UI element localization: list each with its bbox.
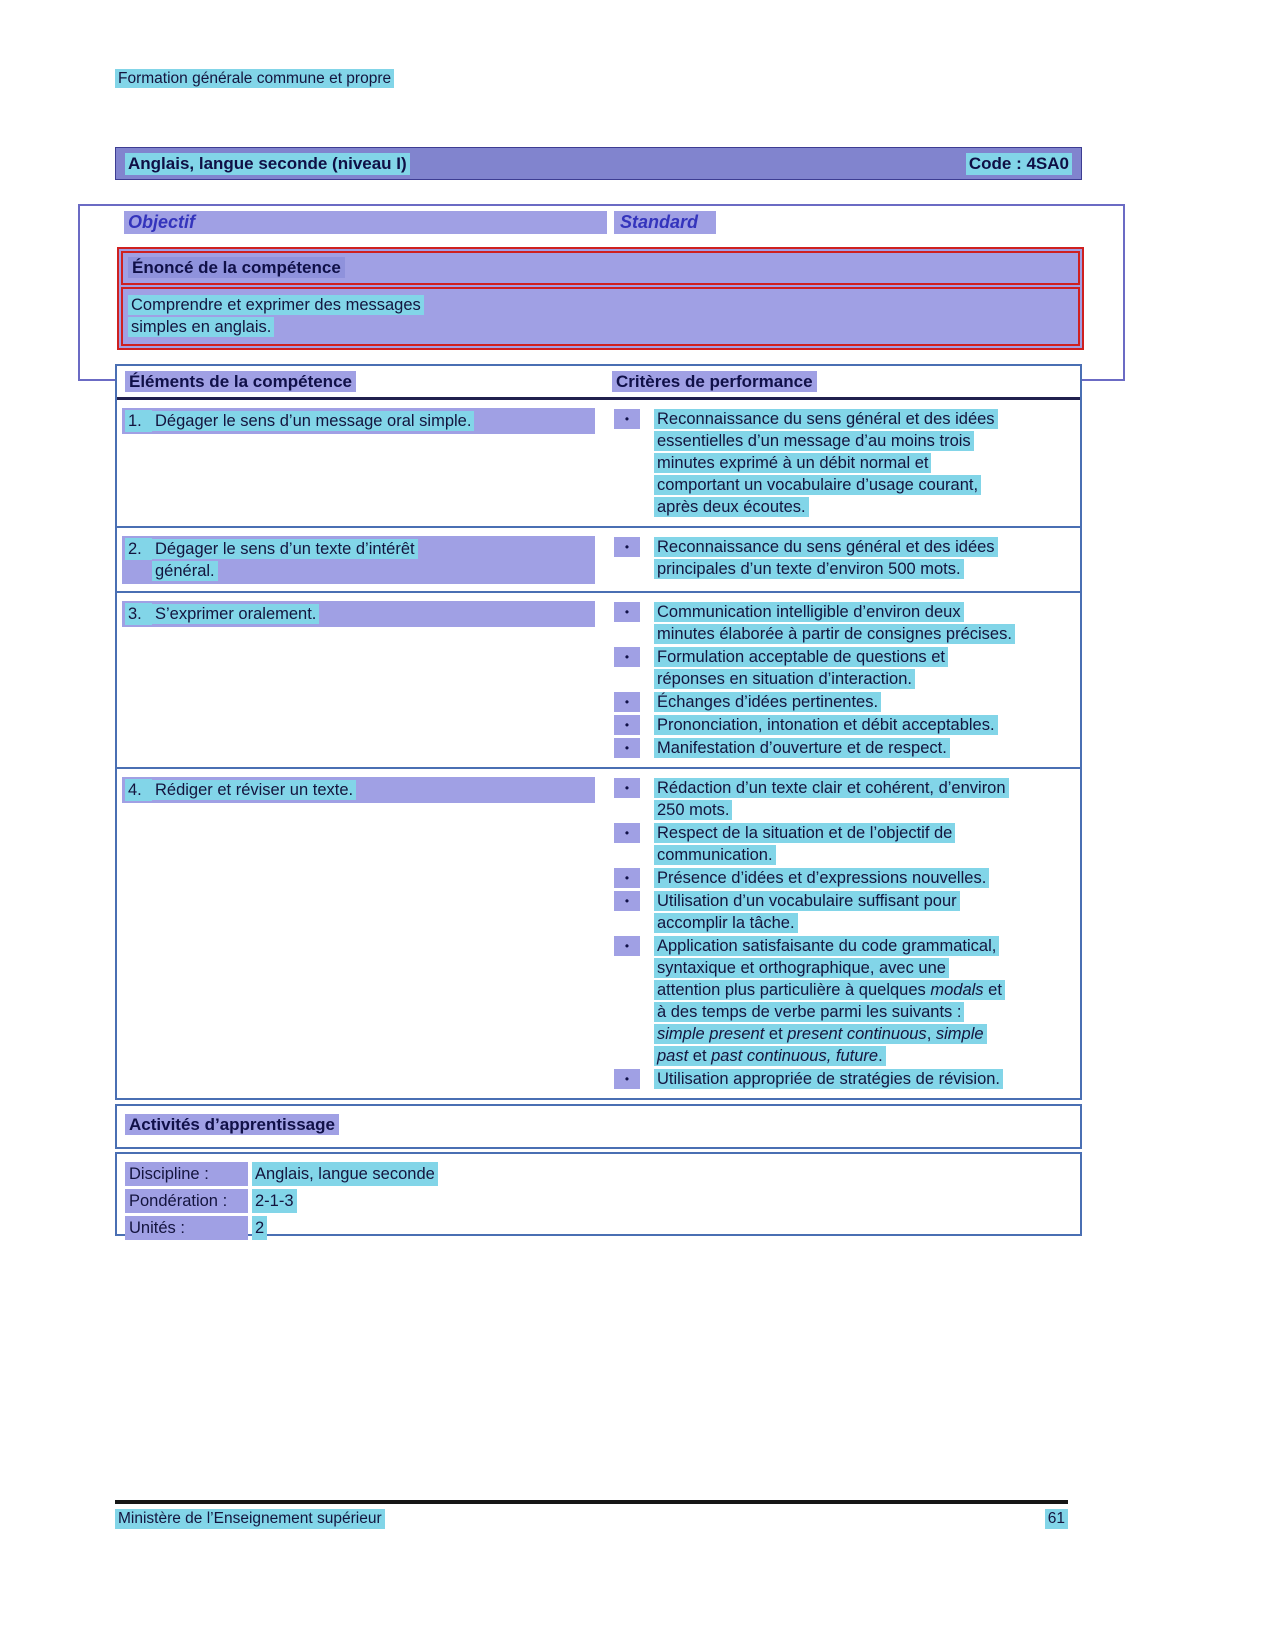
objectif-label-bar xyxy=(124,211,607,234)
text-segment: , xyxy=(926,1025,936,1043)
criterion-line-text xyxy=(654,497,809,517)
criterion-line xyxy=(654,867,1074,889)
detail-label: Pondération : xyxy=(125,1189,248,1213)
enonce-box xyxy=(117,247,1084,350)
activities-box xyxy=(115,1104,1082,1149)
element-text xyxy=(152,779,592,801)
text-segment: Application satisfaisante du code grammatical, xyxy=(657,937,997,955)
bullet-icon: • xyxy=(614,409,640,429)
details-box xyxy=(115,1152,1082,1236)
criterion-text xyxy=(654,935,1074,1067)
italic-segment: modals xyxy=(930,981,984,999)
text-segment: Communication intelligible d’environ deux xyxy=(657,603,961,621)
enonce-line xyxy=(128,294,1073,316)
bullet-icon: • xyxy=(614,602,640,622)
bullet-icon: • xyxy=(614,692,640,712)
text-segment: Rédiger et réviser un texte. xyxy=(155,781,354,799)
table-row xyxy=(117,767,1080,1098)
criterion-line xyxy=(654,430,1074,452)
details-rows xyxy=(125,1162,1072,1240)
element-line xyxy=(152,603,592,625)
criterion-line xyxy=(654,844,1074,866)
element-highlight xyxy=(122,536,595,584)
criterion-text xyxy=(654,822,1074,866)
criterion-item xyxy=(614,867,1074,889)
criterion-line xyxy=(654,1045,1074,1067)
criterion-line-text xyxy=(654,845,776,865)
criterion-text xyxy=(654,777,1074,821)
text-segment: Rédaction d’un texte clair et cohérent, d’environ xyxy=(657,779,1006,797)
criterion-line-text xyxy=(654,778,1009,798)
enonce-title-section xyxy=(121,251,1080,285)
element-highlight xyxy=(122,777,595,803)
criterion-line-text xyxy=(654,800,732,820)
bullet-icon: • xyxy=(614,738,640,758)
text-segment: S’exprimer oralement. xyxy=(155,605,317,623)
criterion-line xyxy=(654,957,1074,979)
detail-row xyxy=(125,1216,1072,1240)
text-segment: Reconnaissance du sens général et des idées xyxy=(657,538,995,556)
italic-segment: simple present xyxy=(657,1025,765,1043)
element-number: 2. xyxy=(125,538,152,560)
criterion-line xyxy=(654,979,1074,1001)
footer xyxy=(115,1509,1068,1529)
criterion-line-text xyxy=(654,1069,1003,1089)
standard-label-bar xyxy=(614,211,716,234)
text-segment: Utilisation appropriée de stratégies de révision. xyxy=(657,1070,1001,1088)
text-segment: général. xyxy=(155,562,215,580)
criterion-item xyxy=(614,737,1074,759)
criteria-cell xyxy=(604,407,1080,519)
criterion-item xyxy=(614,890,1074,934)
criterion-line-text xyxy=(654,453,931,473)
text-segment: Formulation acceptable de questions et xyxy=(657,648,946,666)
criterion-line-text xyxy=(654,715,998,735)
criterion-item xyxy=(614,536,1074,580)
text-segment: comportant un vocabulaire d’usage courant, xyxy=(657,476,979,494)
italic-segment: simple xyxy=(935,1025,984,1043)
criterion-line-text xyxy=(654,475,981,495)
table-row xyxy=(117,591,1080,767)
criterion-line-text xyxy=(654,738,950,758)
competency-table xyxy=(115,364,1082,1100)
element-line-text xyxy=(152,539,418,559)
criterion-line-text xyxy=(654,936,999,956)
criterion-line-text xyxy=(654,891,960,911)
table-row xyxy=(117,400,1080,526)
text-segment: Comprendre et exprimer des messages xyxy=(131,296,421,314)
element-text xyxy=(152,410,592,432)
detail-row xyxy=(125,1189,1072,1213)
element-line-text xyxy=(152,604,319,624)
criterion-line-text xyxy=(654,537,998,557)
criterion-line xyxy=(654,737,1074,759)
bullet-icon: • xyxy=(614,936,640,956)
criterion-line-text xyxy=(654,913,798,933)
element-number: 4. xyxy=(125,779,152,801)
text-segment: réponses en situation d’interaction. xyxy=(657,670,912,688)
element-line-text xyxy=(152,561,218,581)
element-line xyxy=(152,538,592,560)
element-cell xyxy=(117,600,604,760)
criterion-line xyxy=(654,668,1074,690)
criterion-line xyxy=(654,799,1074,821)
criterion-item xyxy=(614,777,1074,821)
criterion-line-text xyxy=(654,692,881,712)
criterion-line-text xyxy=(654,624,1015,644)
criterion-line-text xyxy=(654,1046,886,1066)
element-number: 3. xyxy=(125,603,152,625)
bullet-icon: • xyxy=(614,868,640,888)
criterion-line-text xyxy=(654,1024,987,1044)
criterion-item xyxy=(614,1068,1074,1090)
bullet-icon: • xyxy=(614,1069,640,1089)
enonce-line xyxy=(128,316,1073,338)
criterion-text xyxy=(654,1068,1074,1090)
criterion-line xyxy=(654,777,1074,799)
element-highlight xyxy=(122,601,595,627)
text-segment: à des temps de verbe parmi les suivants : xyxy=(657,1003,962,1021)
element-cell xyxy=(117,535,604,584)
element-line-text xyxy=(152,411,474,431)
criterion-line xyxy=(654,714,1074,736)
col-header-elements: Éléments de la compétence xyxy=(125,371,356,392)
text-segment: communication. xyxy=(657,846,773,864)
criterion-line xyxy=(654,935,1074,957)
criterion-line xyxy=(654,912,1074,934)
course-title: Anglais, langue seconde (niveau I) xyxy=(125,153,410,175)
footer-rule xyxy=(115,1500,1068,1504)
text-segment: Prononciation, intonation et débit acceptables. xyxy=(657,716,995,734)
text-segment: Échanges d’idées pertinentes. xyxy=(657,693,879,711)
criterion-text xyxy=(654,867,1074,889)
detail-value: Anglais, langue seconde xyxy=(252,1162,438,1186)
text-segment: et xyxy=(688,1047,712,1065)
bullet-icon: • xyxy=(614,715,640,735)
detail-value: 2-1-3 xyxy=(252,1189,297,1213)
element-line xyxy=(152,779,592,801)
col-header-criteria: Critères de performance xyxy=(612,371,817,392)
detail-value: 2 xyxy=(252,1216,267,1240)
bullet-icon: • xyxy=(614,823,640,843)
criterion-line-text xyxy=(654,602,964,622)
criterion-text xyxy=(654,890,1074,934)
text-segment: Présence d’idées et d’expressions nouvelles. xyxy=(657,869,987,887)
criterion-line xyxy=(654,558,1074,580)
text-segment: essentielles d’un message d’au moins trois xyxy=(657,432,971,450)
course-code: Code : 4SA0 xyxy=(966,153,1072,175)
italic-segment: past continuous, future xyxy=(711,1047,879,1065)
element-line-text xyxy=(152,780,356,800)
enonce-line-text xyxy=(128,295,424,315)
criterion-line xyxy=(654,474,1074,496)
criterion-line-text xyxy=(654,431,974,451)
criterion-item xyxy=(614,714,1074,736)
element-number: 1. xyxy=(125,410,152,432)
text-segment: Dégager le sens d’un texte d’intérêt xyxy=(155,540,415,558)
enonce-title: Énoncé de la compétence xyxy=(128,257,345,278)
text-segment: et xyxy=(983,981,1002,999)
criterion-line-text xyxy=(654,409,998,429)
text-segment: Respect de la situation et de l’objectif de xyxy=(657,824,953,842)
criterion-text xyxy=(654,536,1074,580)
col-header-elements-cell xyxy=(117,372,604,392)
criterion-text xyxy=(654,601,1074,645)
table-header-row xyxy=(117,366,1080,400)
criterion-line xyxy=(654,1023,1074,1045)
criterion-item xyxy=(614,822,1074,866)
criterion-line xyxy=(654,822,1074,844)
text-segment: principales d’un texte d’environ 500 mots. xyxy=(657,560,961,578)
text-segment: et xyxy=(764,1025,788,1043)
criterion-line xyxy=(654,536,1074,558)
criterion-line xyxy=(654,646,1074,668)
criterion-line xyxy=(654,408,1074,430)
text-segment: Reconnaissance du sens général et des idées xyxy=(657,410,995,428)
enonce-body xyxy=(121,287,1080,346)
col-header-criteria-cell xyxy=(604,372,1080,392)
criterion-line xyxy=(654,623,1074,645)
footer-page-number: 61 xyxy=(1045,1509,1068,1529)
element-cell xyxy=(117,407,604,519)
criterion-text xyxy=(654,691,1074,713)
bullet-icon: • xyxy=(614,778,640,798)
text-segment: Utilisation d’un vocabulaire suffisant pour xyxy=(657,892,957,910)
criterion-text xyxy=(654,408,1074,518)
criterion-item xyxy=(614,408,1074,518)
criterion-line xyxy=(654,1068,1074,1090)
detail-label: Discipline : xyxy=(125,1162,248,1186)
criterion-line-text xyxy=(654,958,949,978)
criteria-cell xyxy=(604,535,1080,584)
text-segment: syntaxique et orthographique, avec une xyxy=(657,959,946,977)
criterion-line xyxy=(654,691,1074,713)
criterion-line-text xyxy=(654,980,1005,1000)
objectif-standard-labels xyxy=(124,211,716,234)
criterion-text xyxy=(654,714,1074,736)
criterion-item xyxy=(614,646,1074,690)
element-cell xyxy=(117,776,604,1091)
bullet-icon: • xyxy=(614,647,640,667)
bullet-icon: • xyxy=(614,537,640,557)
text-segment: après deux écoutes. xyxy=(657,498,806,516)
text-segment: attention plus particulière à quelques xyxy=(657,981,931,999)
text-segment: accomplir la tâche. xyxy=(657,914,795,932)
criterion-line xyxy=(654,496,1074,518)
criterion-item xyxy=(614,935,1074,1067)
criterion-line xyxy=(654,601,1074,623)
footer-ministry-text: Ministère de l’Enseignement supérieur xyxy=(115,1509,385,1529)
competency-rows xyxy=(117,400,1080,1098)
section-breadcrumb xyxy=(115,70,394,88)
criteria-cell xyxy=(604,776,1080,1091)
element-line xyxy=(152,560,592,582)
criterion-line-text xyxy=(654,559,964,579)
element-text xyxy=(152,538,592,582)
text-segment: minutes élaborée à partir de consignes précises. xyxy=(657,625,1012,643)
criterion-line-text xyxy=(654,669,915,689)
criterion-line-text xyxy=(654,1002,964,1022)
text-segment: Dégager le sens d’un message oral simple. xyxy=(155,412,472,430)
detail-row xyxy=(125,1162,1072,1186)
text-segment: . xyxy=(878,1047,883,1065)
criterion-line xyxy=(654,452,1074,474)
bullet-icon: • xyxy=(614,891,640,911)
criteria-cell xyxy=(604,600,1080,760)
element-text xyxy=(152,603,592,625)
text-segment: simples en anglais. xyxy=(131,318,272,336)
table-row xyxy=(117,526,1080,591)
standard-label: Standard xyxy=(620,212,699,232)
italic-segment: present continuous xyxy=(787,1025,927,1043)
text-segment: minutes exprimé à un débit normal et xyxy=(657,454,929,472)
criterion-line-text xyxy=(654,823,955,843)
enonce-line-text xyxy=(128,317,274,337)
criterion-line xyxy=(654,1001,1074,1023)
element-highlight xyxy=(122,408,595,434)
criterion-line-text xyxy=(654,647,948,667)
objectif-standard-panel xyxy=(78,204,1125,381)
criterion-line xyxy=(654,890,1074,912)
criterion-text xyxy=(654,646,1074,690)
italic-segment: past xyxy=(657,1047,689,1065)
course-title-bar xyxy=(115,147,1082,180)
objectif-label: Objectif xyxy=(128,212,196,232)
criterion-line-text xyxy=(654,868,989,888)
text-segment: Manifestation d’ouverture et de respect. xyxy=(657,739,947,757)
criterion-text xyxy=(654,737,1074,759)
element-line xyxy=(152,410,592,432)
detail-label: Unités : xyxy=(125,1216,248,1240)
criterion-item xyxy=(614,691,1074,713)
activities-title: Activités d’apprentissage xyxy=(125,1114,339,1135)
criterion-item xyxy=(614,601,1074,645)
text-segment: 250 mots. xyxy=(657,801,730,819)
section-breadcrumb-text: Formation générale commune et propre xyxy=(115,69,394,88)
